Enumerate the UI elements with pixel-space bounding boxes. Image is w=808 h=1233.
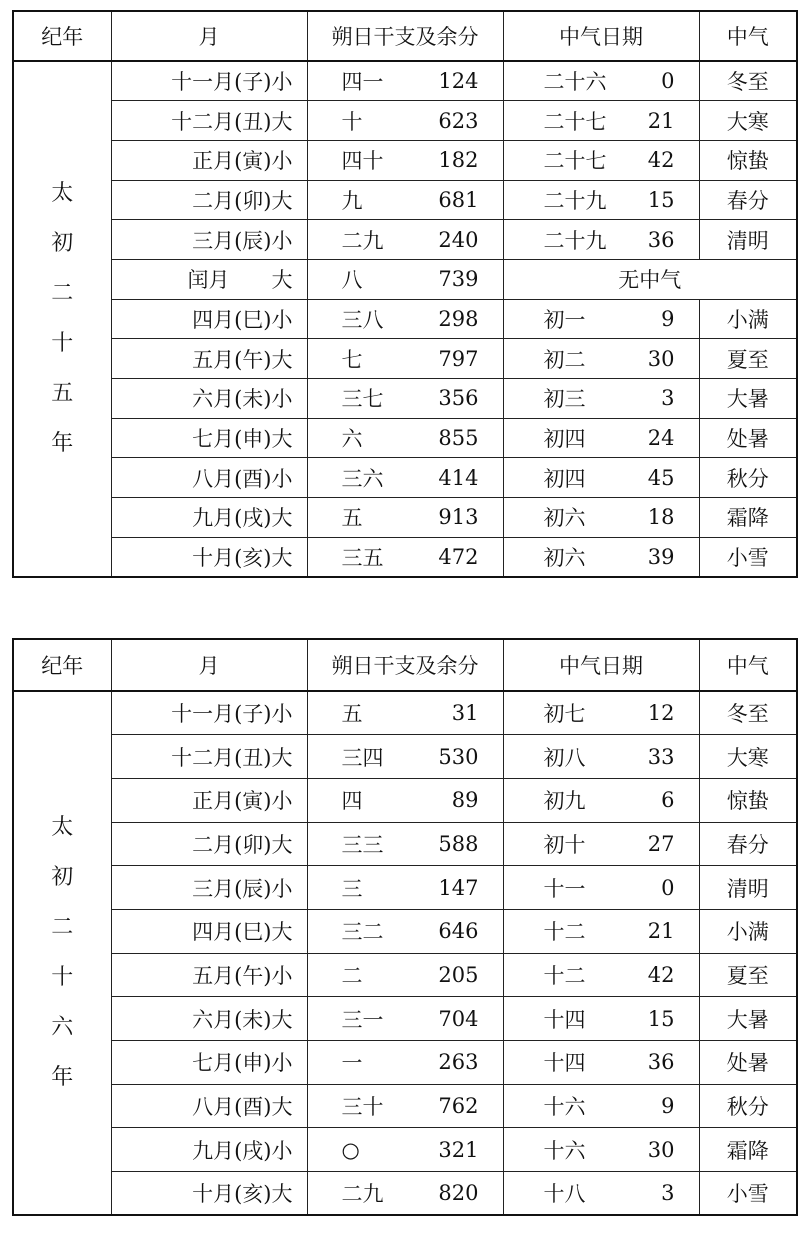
table-row [13, 299, 797, 339]
remainder-cell: 182 [405, 140, 503, 180]
remainder-cell: 240 [405, 220, 503, 260]
remainder-cell: 356 [405, 379, 503, 419]
term-day-cell: 初四 [503, 458, 623, 498]
table-row [13, 458, 797, 498]
table-row [13, 778, 797, 822]
table-row [13, 259, 797, 299]
remainder-cell: 298 [405, 299, 503, 339]
term-minute-cell: 27 [623, 822, 699, 866]
header-month: 月 [111, 11, 307, 61]
remainder-cell: 739 [405, 259, 503, 299]
table-body [13, 61, 797, 577]
term-day-cell: 二十七 [503, 140, 623, 180]
remainder-cell: 31 [405, 691, 503, 735]
term-name-cell: 夏至 [699, 953, 797, 997]
term-minute-cell: 36 [623, 220, 699, 260]
table-row [13, 691, 797, 735]
month-cell: 五月(午)小 [111, 953, 307, 997]
month-cell: 十一月(子)小 [111, 61, 307, 101]
table-row [13, 180, 797, 220]
term-day-cell: 二十九 [503, 220, 623, 260]
ganzhi-cell: 四十 [307, 140, 405, 180]
term-day-cell: 二十七 [503, 101, 623, 141]
ganzhi-cell: 三 [307, 866, 405, 910]
term-minute-cell: 21 [623, 101, 699, 141]
ganzhi-cell: 七 [307, 339, 405, 379]
month-cell: 正月(寅)小 [111, 140, 307, 180]
table-row [13, 537, 797, 577]
term-day-cell: 初九 [503, 778, 623, 822]
era-char: 初 [51, 230, 74, 256]
term-day-cell: 初六 [503, 537, 623, 577]
era-char: 太 [51, 815, 74, 841]
era-char: 年 [51, 430, 74, 456]
term-day-cell: 二十九 [503, 180, 623, 220]
term-day-cell: 十八 [503, 1172, 623, 1216]
term-day-cell: 十六 [503, 1128, 623, 1172]
header-term: 中气 [699, 639, 797, 691]
header-era: 纪年 [13, 639, 111, 691]
ganzhi-cell: 四 [307, 778, 405, 822]
table-row [13, 1172, 797, 1216]
term-name-cell: 清明 [699, 866, 797, 910]
month-cell: 八月(酉)大 [111, 1084, 307, 1128]
term-minute-cell: 3 [623, 379, 699, 419]
era-cell [13, 691, 111, 1215]
remainder-cell: 623 [405, 101, 503, 141]
table-row [13, 1128, 797, 1172]
table-row [13, 909, 797, 953]
remainder-cell: 414 [405, 458, 503, 498]
term-name-cell: 惊蛰 [699, 140, 797, 180]
header-term-day: 中气日期 [503, 639, 699, 691]
table-row [13, 418, 797, 458]
term-minute-cell: 9 [623, 299, 699, 339]
era-char: 十 [51, 965, 74, 991]
term-name-cell: 小满 [699, 299, 797, 339]
month-cell: 四月(巳)小 [111, 299, 307, 339]
term-minute-cell: 18 [623, 498, 699, 538]
month-cell: 正月(寅)小 [111, 778, 307, 822]
table-body [13, 691, 797, 1215]
table-row [13, 953, 797, 997]
table-row [13, 61, 797, 101]
term-minute-cell: 24 [623, 418, 699, 458]
ganzhi-cell: 九 [307, 180, 405, 220]
header-term-day: 中气日期 [503, 11, 699, 61]
ganzhi-cell: 五 [307, 498, 405, 538]
term-name-cell: 冬至 [699, 61, 797, 101]
term-name-cell: 冬至 [699, 691, 797, 735]
term-minute-cell: 0 [623, 61, 699, 101]
ganzhi-cell: 三六 [307, 458, 405, 498]
month-cell: 十二月(丑)大 [111, 735, 307, 779]
month-cell: 六月(未)大 [111, 997, 307, 1041]
term-name-cell: 小雪 [699, 1172, 797, 1216]
term-day-cell: 初三 [503, 379, 623, 419]
term-day-cell: 二十六 [503, 61, 623, 101]
era-char: 初 [51, 865, 74, 891]
term-minute-cell: 12 [623, 691, 699, 735]
term-name-cell: 霜降 [699, 1128, 797, 1172]
era-char: 十 [51, 330, 74, 356]
remainder-cell: 124 [405, 61, 503, 101]
term-day-cell: 初一 [503, 299, 623, 339]
term-minute-cell: 21 [623, 909, 699, 953]
table-row [13, 735, 797, 779]
term-day-cell: 初四 [503, 418, 623, 458]
month-cell: 四月(巳)大 [111, 909, 307, 953]
table-row [13, 101, 797, 141]
ganzhi-cell: 三一 [307, 997, 405, 1041]
era-char: 年 [51, 1065, 74, 1091]
ganzhi-cell: 三四 [307, 735, 405, 779]
term-name-cell: 秋分 [699, 1084, 797, 1128]
term-name-cell: 清明 [699, 220, 797, 260]
month-cell: 六月(未)小 [111, 379, 307, 419]
era-char: 太 [51, 180, 74, 206]
term-name-cell: 惊蛰 [699, 778, 797, 822]
term-day-cell: 初十 [503, 822, 623, 866]
remainder-cell: 762 [405, 1084, 503, 1128]
table-row [13, 379, 797, 419]
month-cell: 七月(申)小 [111, 1041, 307, 1085]
term-day-cell: 十二 [503, 953, 623, 997]
table-row [13, 140, 797, 180]
table-row [13, 997, 797, 1041]
ganzhi-cell: 三三 [307, 822, 405, 866]
remainder-cell: 530 [405, 735, 503, 779]
ganzhi-cell: ○ [307, 1128, 405, 1172]
remainder-cell: 646 [405, 909, 503, 953]
term-minute-cell: 15 [623, 180, 699, 220]
term-day-cell: 初七 [503, 691, 623, 735]
header-term: 中气 [699, 11, 797, 61]
term-name-cell: 大暑 [699, 379, 797, 419]
term-minute-cell: 42 [623, 953, 699, 997]
term-minute-cell: 15 [623, 997, 699, 1041]
month-cell: 三月(辰)小 [111, 866, 307, 910]
term-name-cell: 夏至 [699, 339, 797, 379]
month-cell: 十二月(丑)大 [111, 101, 307, 141]
table-row [13, 1041, 797, 1085]
remainder-cell: 321 [405, 1128, 503, 1172]
calendar-table-year-26 [12, 638, 798, 1216]
term-day-cell: 十四 [503, 997, 623, 1041]
term-name-cell: 大寒 [699, 101, 797, 141]
remainder-cell: 263 [405, 1041, 503, 1085]
ganzhi-cell: 三五 [307, 537, 405, 577]
ganzhi-cell: 二九 [307, 1172, 405, 1216]
term-minute-cell: 9 [623, 1084, 699, 1128]
term-name-cell: 大暑 [699, 997, 797, 1041]
header-row [13, 639, 797, 691]
term-day-cell: 十四 [503, 1041, 623, 1085]
header-ganzhi: 朔日干支及余分 [307, 639, 503, 691]
term-day-cell: 初二 [503, 339, 623, 379]
term-name-cell: 春分 [699, 822, 797, 866]
term-minute-cell: 33 [623, 735, 699, 779]
table-row [13, 339, 797, 379]
table-row [13, 822, 797, 866]
remainder-cell: 913 [405, 498, 503, 538]
ganzhi-cell: 二九 [307, 220, 405, 260]
calendar-table-year-25 [12, 10, 798, 578]
term-minute-cell: 30 [623, 1128, 699, 1172]
table-row [13, 866, 797, 910]
header-row [13, 11, 797, 61]
month-cell: 五月(午)大 [111, 339, 307, 379]
remainder-cell: 472 [405, 537, 503, 577]
term-minute-cell: 39 [623, 537, 699, 577]
month-cell: 二月(卯)大 [111, 180, 307, 220]
remainder-cell: 820 [405, 1172, 503, 1216]
term-minute-cell: 30 [623, 339, 699, 379]
month-cell: 十月(亥)大 [111, 537, 307, 577]
term-minute-cell: 0 [623, 866, 699, 910]
header-era: 纪年 [13, 11, 111, 61]
remainder-cell: 588 [405, 822, 503, 866]
month-cell: 九月(戌)大 [111, 498, 307, 538]
ganzhi-cell: 三十 [307, 1084, 405, 1128]
ganzhi-cell: 一 [307, 1041, 405, 1085]
era-char: 二 [51, 280, 74, 306]
ganzhi-cell: 四一 [307, 61, 405, 101]
term-minute-cell: 3 [623, 1172, 699, 1216]
month-cell: 八月(酉)小 [111, 458, 307, 498]
term-day-cell: 十一 [503, 866, 623, 910]
no-term-cell: 无中气 [503, 259, 797, 299]
term-day-cell: 十六 [503, 1084, 623, 1128]
term-name-cell: 处暑 [699, 418, 797, 458]
ganzhi-cell: 八 [307, 259, 405, 299]
remainder-cell: 704 [405, 997, 503, 1041]
month-cell: 三月(辰)小 [111, 220, 307, 260]
month-cell: 七月(申)大 [111, 418, 307, 458]
era-char: 五 [51, 380, 74, 406]
table-row [13, 1084, 797, 1128]
remainder-cell: 797 [405, 339, 503, 379]
table-row [13, 220, 797, 260]
term-name-cell: 小满 [699, 909, 797, 953]
remainder-cell: 855 [405, 418, 503, 458]
month-cell: 九月(戌)小 [111, 1128, 307, 1172]
month-cell: 十月(亥)大 [111, 1172, 307, 1216]
term-name-cell: 春分 [699, 180, 797, 220]
term-minute-cell: 36 [623, 1041, 699, 1085]
ganzhi-cell: 三二 [307, 909, 405, 953]
ganzhi-cell: 三八 [307, 299, 405, 339]
ganzhi-cell: 五 [307, 691, 405, 735]
term-day-cell: 十二 [503, 909, 623, 953]
month-cell: 闰月 大 [111, 259, 307, 299]
ganzhi-cell: 六 [307, 418, 405, 458]
remainder-cell: 89 [405, 778, 503, 822]
era-char: 六 [51, 1015, 74, 1041]
remainder-cell: 205 [405, 953, 503, 997]
term-day-cell: 初六 [503, 498, 623, 538]
ganzhi-cell: 二 [307, 953, 405, 997]
ganzhi-cell: 十 [307, 101, 405, 141]
ganzhi-cell: 三七 [307, 379, 405, 419]
term-name-cell: 秋分 [699, 458, 797, 498]
term-day-cell: 初八 [503, 735, 623, 779]
term-minute-cell: 45 [623, 458, 699, 498]
term-minute-cell: 42 [623, 140, 699, 180]
term-name-cell: 处暑 [699, 1041, 797, 1085]
term-name-cell: 小雪 [699, 537, 797, 577]
era-cell [13, 61, 111, 577]
remainder-cell: 147 [405, 866, 503, 910]
term-name-cell: 霜降 [699, 498, 797, 538]
era-char: 二 [51, 915, 74, 941]
month-cell: 十一月(子)小 [111, 691, 307, 735]
month-cell: 二月(卯)大 [111, 822, 307, 866]
term-name-cell: 大寒 [699, 735, 797, 779]
term-minute-cell: 6 [623, 778, 699, 822]
header-month: 月 [111, 639, 307, 691]
remainder-cell: 681 [405, 180, 503, 220]
table-row [13, 498, 797, 538]
header-ganzhi: 朔日干支及余分 [307, 11, 503, 61]
